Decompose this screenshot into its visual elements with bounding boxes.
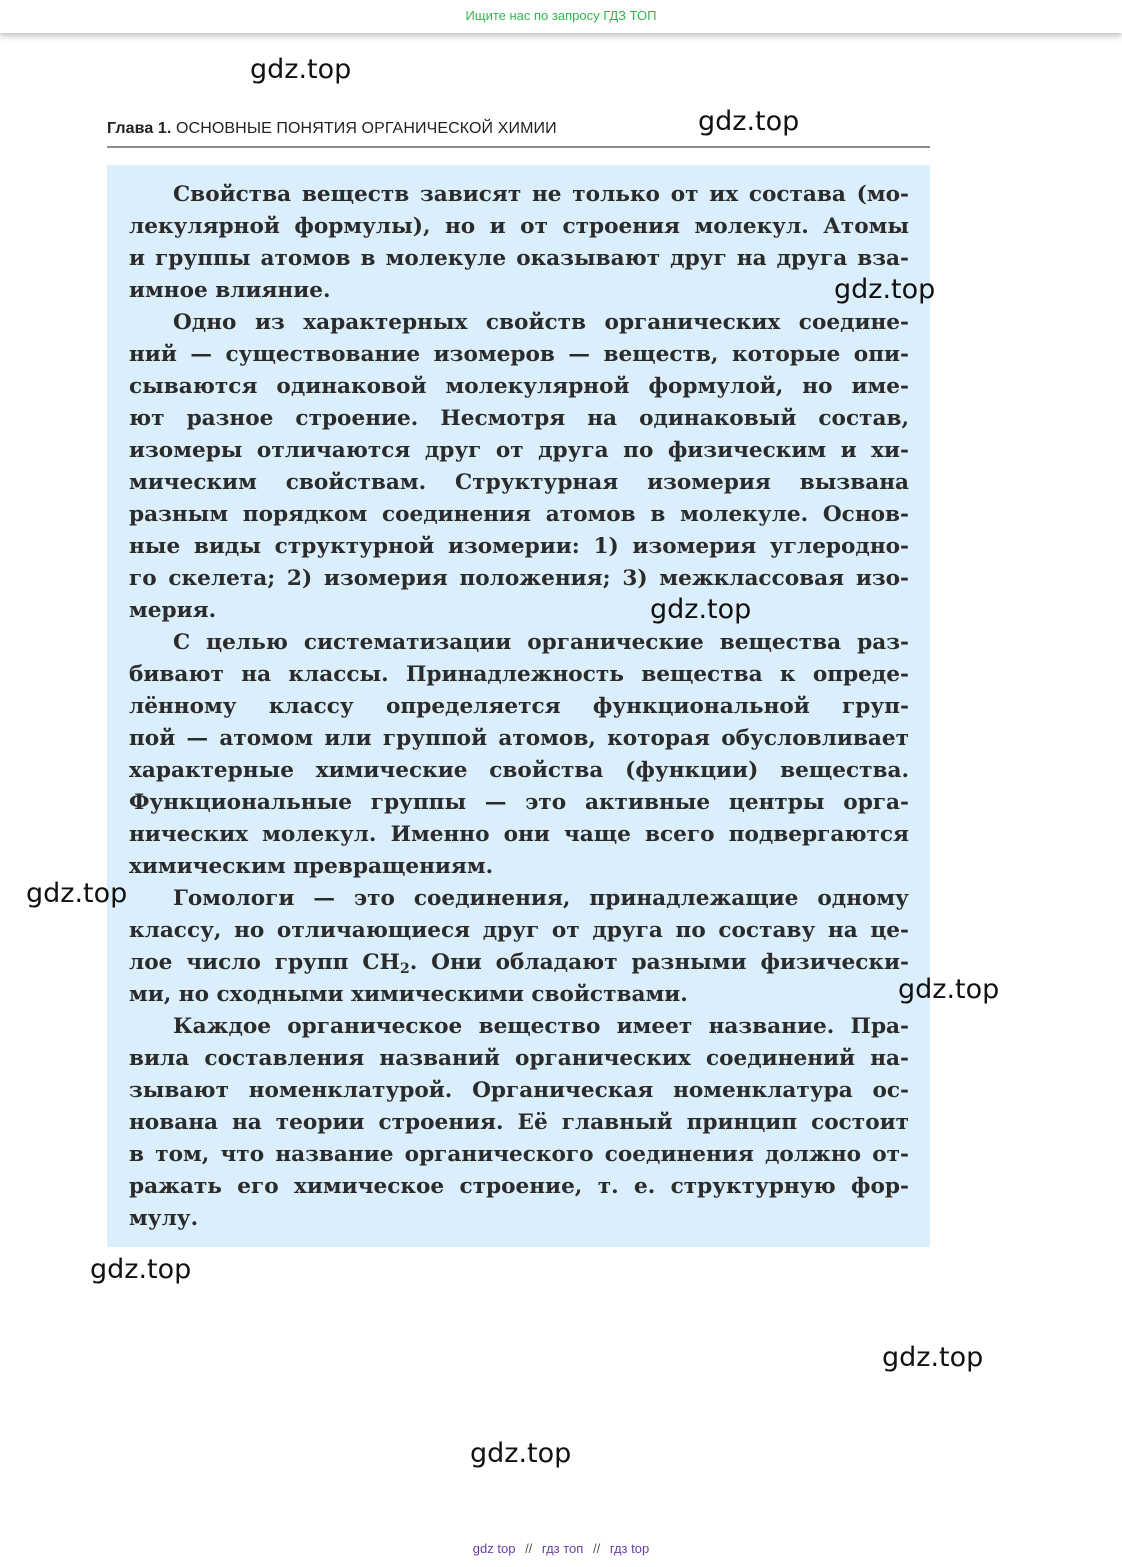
footer-link[interactable]: гдз топ [541,1541,584,1556]
text-line: Одно из характерных свойств органических соедине- [173,310,909,335]
page-header [107,116,930,146]
text-line: характерные химические свойства (функции) вещества. [129,758,909,783]
text-line: Свойства веществ зависят не только от их состава (мо- [173,182,909,207]
text-line: бивают на классы. Принадлежность вещества к опреде- [129,662,909,687]
text-line: разным порядком соединения атомов в молекуле. Основ- [129,502,909,527]
body-text [129,179,909,1235]
footer-separator: // [525,1541,533,1556]
watermark: gdz.top [650,594,752,625]
text-line: С целью систематизации органические вещества раз- [173,630,909,655]
text-line: классу, но отличающиеся друг от друга по составу на це- [129,918,909,943]
text-line: нических молекул. Именно они чаще всего подвергаются [129,822,909,847]
text-line: имное влияние. [129,278,331,303]
chapter-label: Глава 1. [107,120,172,137]
watermark: gdz.top [898,974,1000,1005]
text-line: химическим превращениям. [129,854,494,879]
text-line: нована на теории строения. Её главный принцип состоит [129,1110,909,1135]
text-line: ные виды структурной изомерии: 1) изомерия углеродно- [129,534,909,559]
text-line: зывают номенклатурой. Органическая номенклатура ос- [129,1078,909,1103]
text-line: ражать его химическое строение, т. е. структурную фор- [129,1174,909,1199]
text-line: вила составления названий органических соединений на- [129,1046,909,1071]
text-line: пой — атомом или группой атомов, которая обусловливает [129,726,909,751]
footer-links [0,1541,1122,1556]
text-line: изомеры отличаются друг от друга по физическим и хи- [129,438,909,463]
text-line: го скелета; 2) изомерия положения; 3) межклассовая изо- [129,566,909,591]
text-panel [107,165,930,1247]
footer-link[interactable]: гдз top [609,1541,650,1556]
text-line: в том, что название органического соединения должно от- [129,1142,909,1167]
formula-prefix: лое число групп CH [129,950,400,975]
footer-link[interactable]: gdz top [472,1541,516,1556]
text-line: Гомологи — это соединения, принадлежащие одному [173,886,909,911]
text-line: ний — существование изомеров — веществ, которые опи- [129,342,909,367]
text-line: мерия. [129,598,217,623]
chapter-heading [107,120,557,138]
watermark: gdz.top [470,1438,572,1469]
watermark: gdz.top [698,106,800,137]
chapter-title: ОСНОВНЫЕ ПОНЯТИЯ ОРГАНИЧЕСКОЙ ХИМИИ [176,120,557,137]
formula-suffix: . [409,950,418,975]
text-line: ют разное строение. Несмотря на одинаковый состав, [129,406,909,431]
text-line: мическим свойствам. Структурная изомерия вызвана [129,470,909,495]
top-banner [0,0,1122,33]
watermark: gdz.top [834,274,936,305]
text-line: лённому классу определяется функциональной груп- [129,694,909,719]
watermark: gdz.top [250,54,352,85]
formula-line [129,947,909,979]
top-banner-text: Ищите нас по запросу ГДЗ ТОП [465,8,657,23]
text-line: лекулярной формулы), но и от строения молекул. Атомы [129,214,909,239]
watermark: gdz.top [90,1254,192,1285]
header-rule [107,146,930,148]
text-line: мулу. [129,1206,199,1231]
text-line: Функциональные группы — это активные центры орга- [129,790,909,815]
text-line: сываются одинаковой молекулярной формулой, но име- [129,374,909,399]
watermark: gdz.top [26,878,128,909]
footer-separator: // [592,1541,601,1556]
text-line: ми, но сходными химическими свойствами. [129,982,688,1007]
text-line: и группы атомов в молекуле оказывают друг на друга вза- [129,246,909,271]
text-line: Каждое органическое вещество имеет название. Пра- [173,1014,909,1039]
watermark: gdz.top [882,1342,984,1373]
text-line-tail: Они обладают разными физически- [431,950,909,975]
formula-subscript: 2 [399,961,410,977]
